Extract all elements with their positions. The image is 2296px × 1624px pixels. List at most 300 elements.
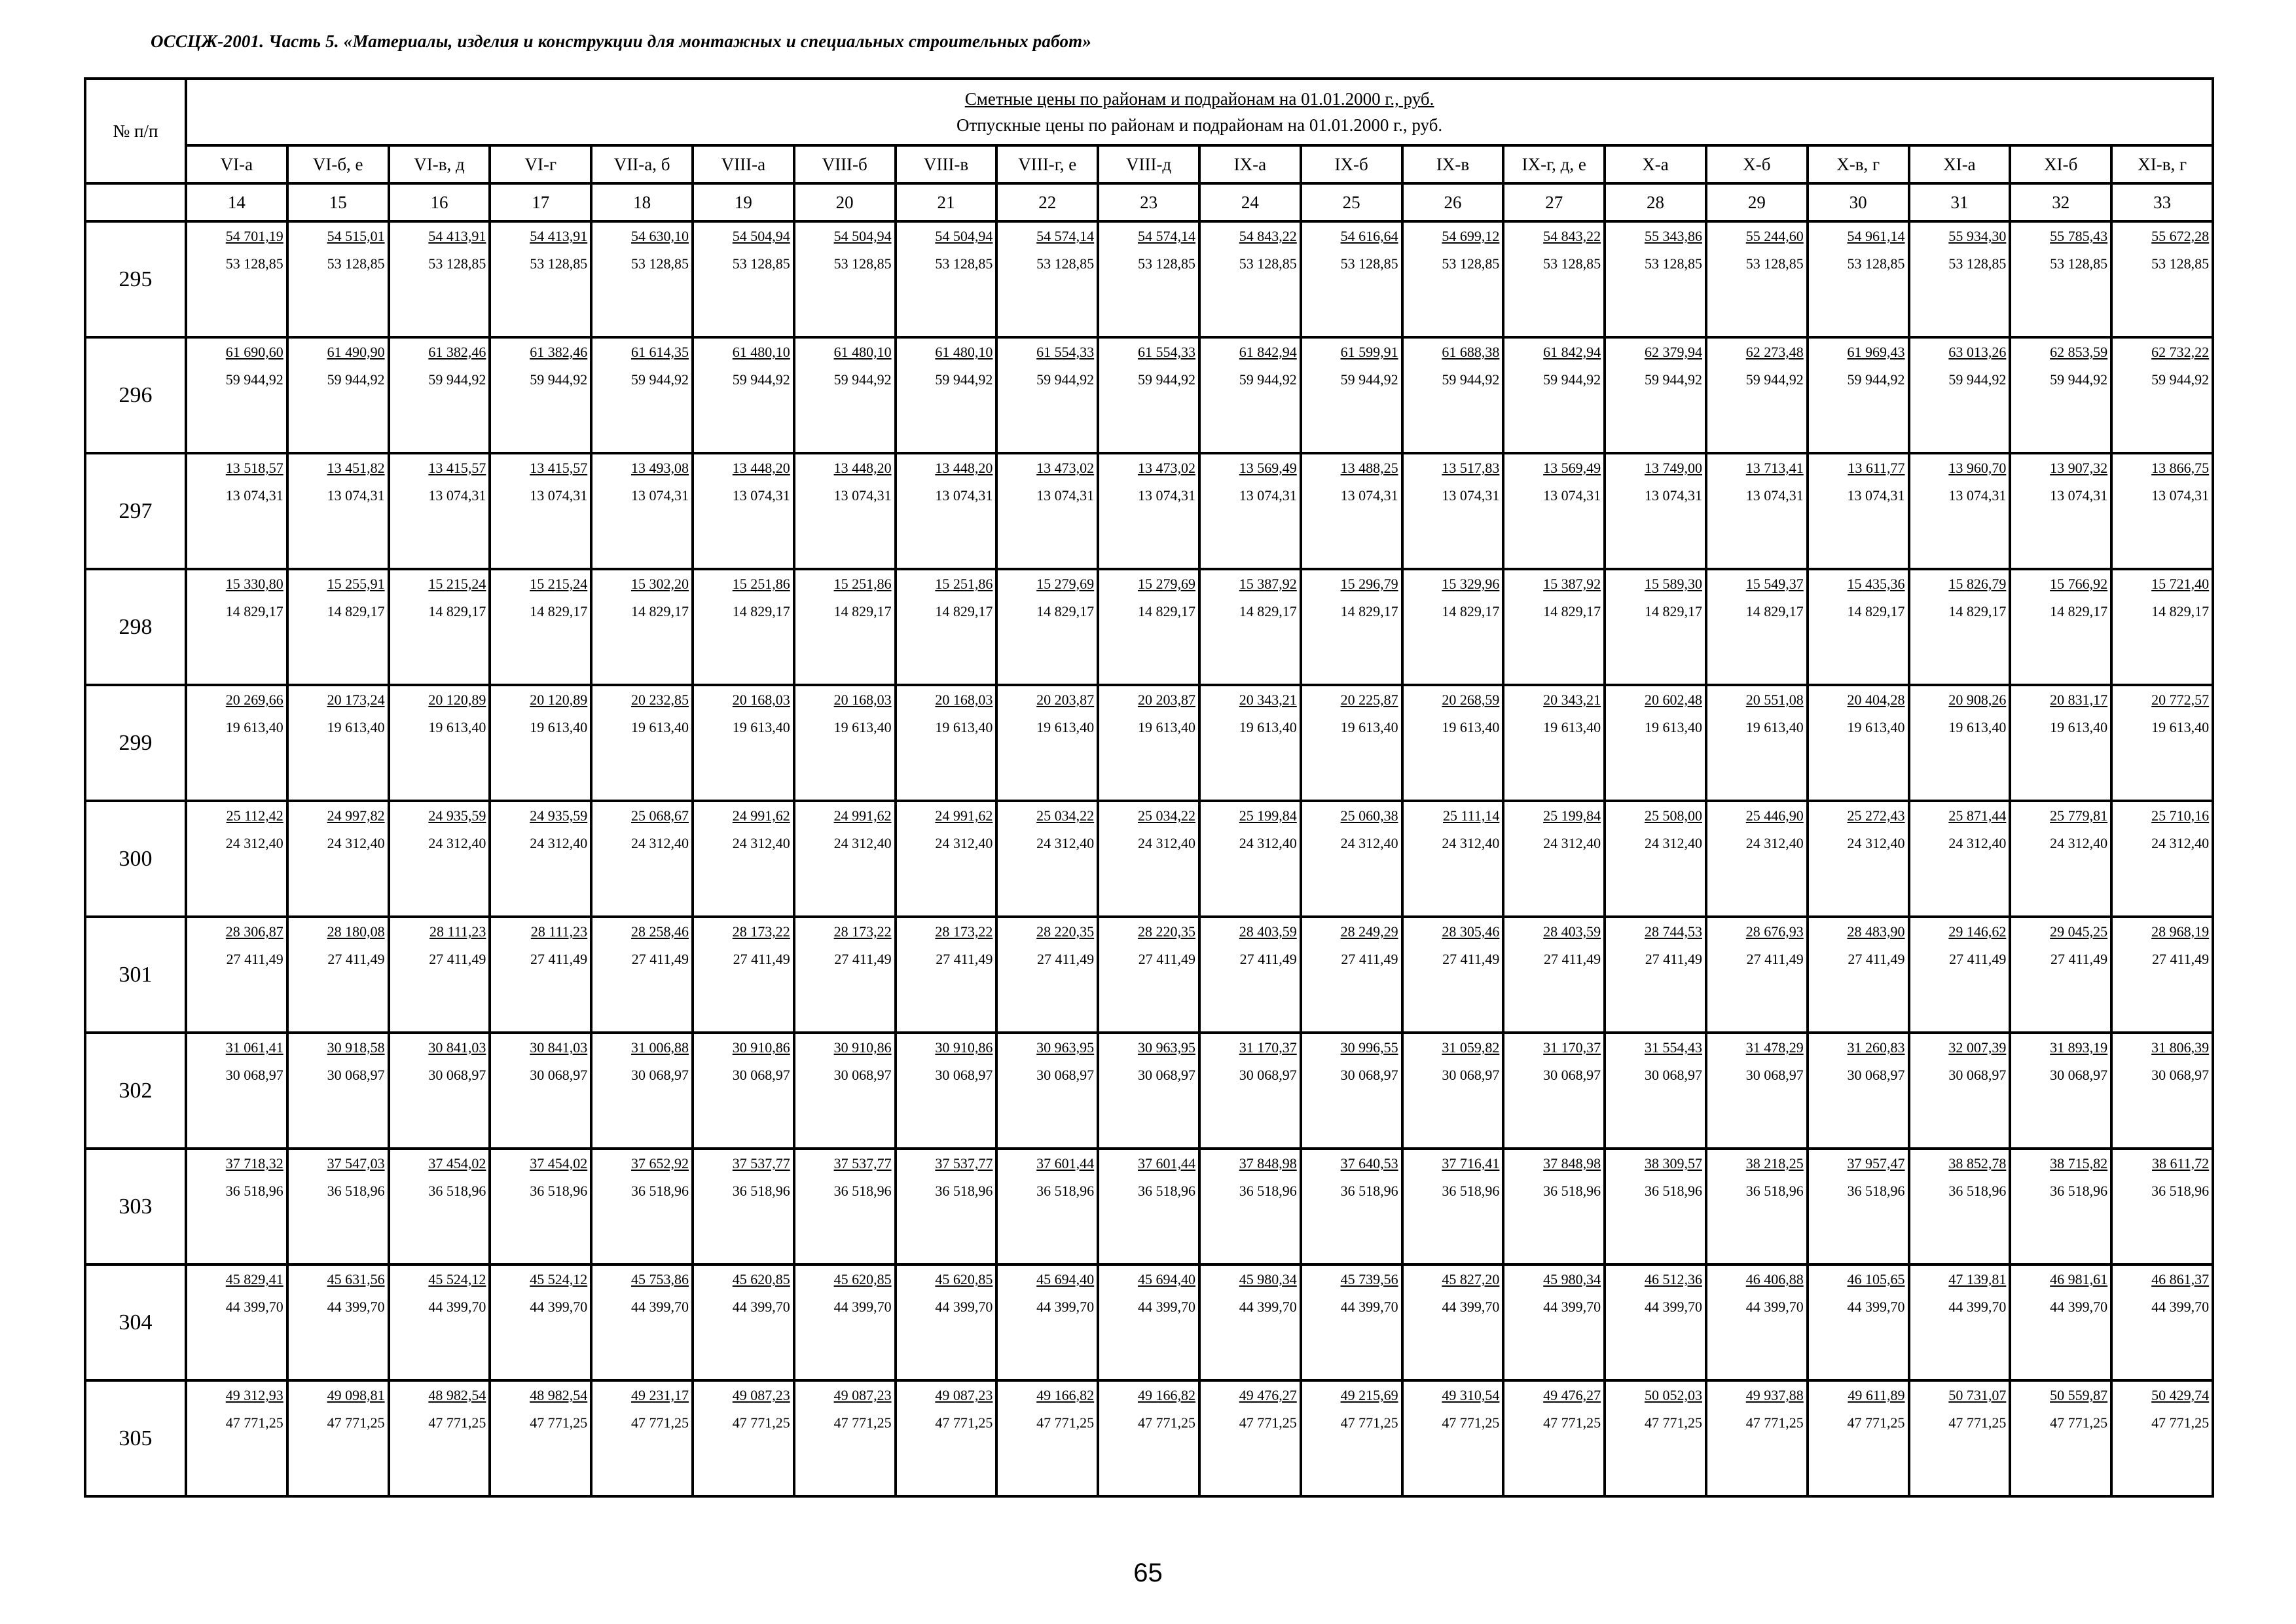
estimate-price: 15 251,86 xyxy=(732,576,790,592)
release-price: 44 399,70 xyxy=(732,1299,790,1315)
release-price: 13 074,31 xyxy=(1340,487,1398,504)
estimate-price: 54 701,19 xyxy=(225,228,283,244)
price-cell xyxy=(186,1380,287,1496)
release-price: 53 128,85 xyxy=(1543,255,1601,272)
price-cell xyxy=(1503,1264,1605,1380)
estimate-price: 61 599,91 xyxy=(1340,344,1398,360)
release-price: 24 312,40 xyxy=(630,835,689,851)
estimate-price: 30 996,55 xyxy=(1340,1039,1398,1056)
release-price: 47 771,25 xyxy=(1745,1414,1804,1431)
price-cell xyxy=(389,1380,490,1496)
region-header-cell: XI-а xyxy=(1909,145,2011,183)
estimate-price: 15 330,80 xyxy=(225,576,283,592)
price-cell xyxy=(1605,1033,1706,1149)
row-number: 296 xyxy=(85,337,186,453)
estimate-price: 15 549,37 xyxy=(1745,576,1804,592)
release-price: 44 399,70 xyxy=(428,1299,486,1315)
region-header-cell: IX-в xyxy=(1402,145,1504,183)
estimate-price: 20 120,89 xyxy=(530,692,588,708)
release-price: 36 518,96 xyxy=(1442,1183,1500,1199)
table-row xyxy=(85,221,2213,337)
estimate-price: 15 589,30 xyxy=(1644,576,1702,592)
title-release-prices: Отпускные цены по районам и подрайонам на 01.01.2000 г., руб. xyxy=(957,115,1443,135)
estimate-price: 28 968,19 xyxy=(2151,923,2210,940)
price-cell xyxy=(490,221,591,337)
release-price: 14 829,17 xyxy=(1036,603,1095,619)
estimate-price: 54 574,14 xyxy=(1137,228,1195,244)
price-cell xyxy=(693,685,794,801)
price-cell xyxy=(1808,685,1909,801)
estimate-price: 28 111,23 xyxy=(530,923,588,940)
price-cell xyxy=(490,917,591,1033)
release-price: 24 312,40 xyxy=(732,835,790,851)
estimate-price: 13 611,77 xyxy=(1848,460,1905,476)
release-price: 47 771,25 xyxy=(732,1414,790,1431)
price-cell xyxy=(1909,801,2011,917)
price-cell xyxy=(2010,801,2111,917)
estimate-price: 45 827,20 xyxy=(1442,1271,1500,1287)
release-price: 36 518,96 xyxy=(833,1183,892,1199)
price-cell xyxy=(693,1149,794,1264)
price-cell xyxy=(996,801,1098,917)
estimate-price: 20 343,21 xyxy=(1239,692,1297,708)
price-cell xyxy=(1402,1264,1504,1380)
release-price: 24 312,40 xyxy=(327,835,385,851)
estimate-price: 15 826,79 xyxy=(1948,576,2007,592)
price-cell xyxy=(186,685,287,801)
estimate-price: 54 574,14 xyxy=(1036,228,1095,244)
table-title xyxy=(186,79,2213,145)
price-cell xyxy=(1098,1380,1199,1496)
release-price: 59 944,92 xyxy=(1036,371,1095,388)
release-price: 19 613,40 xyxy=(1745,719,1804,735)
release-price: 44 399,70 xyxy=(833,1299,892,1315)
price-cell xyxy=(693,221,794,337)
release-price: 13 074,31 xyxy=(1239,487,1297,504)
release-price: 24 312,40 xyxy=(1036,835,1095,851)
release-price: 19 613,40 xyxy=(1847,719,1905,735)
release-price: 30 068,97 xyxy=(935,1067,993,1083)
table-row xyxy=(85,1033,2213,1149)
release-price: 24 312,40 xyxy=(428,835,486,851)
region-header-cell: VI-в, д xyxy=(389,145,490,183)
release-price: 24 312,40 xyxy=(1137,835,1195,851)
price-cell xyxy=(1199,801,1301,917)
estimate-price: 24 935,59 xyxy=(428,807,486,824)
estimate-price: 45 694,40 xyxy=(1036,1271,1095,1287)
release-price: 47 771,25 xyxy=(935,1414,993,1431)
price-cell xyxy=(1301,1264,1402,1380)
estimate-price: 15 302,20 xyxy=(630,576,689,592)
column-number-cell: 25 xyxy=(1301,183,1402,221)
release-price: 30 068,97 xyxy=(630,1067,689,1083)
release-price: 13 074,31 xyxy=(935,487,993,504)
release-price: 30 068,97 xyxy=(2151,1067,2210,1083)
price-cell xyxy=(1605,569,1706,685)
price-cell xyxy=(2010,1149,2111,1264)
colnum-cell-empty xyxy=(85,183,186,221)
price-cell xyxy=(1098,569,1199,685)
price-cell xyxy=(1301,569,1402,685)
release-price: 27 411,49 xyxy=(733,951,790,967)
release-price: 13 074,31 xyxy=(1745,487,1804,504)
estimate-price: 31 170,37 xyxy=(1543,1039,1601,1056)
price-cell xyxy=(1199,1264,1301,1380)
release-price: 30 068,97 xyxy=(1036,1067,1095,1083)
release-price: 53 128,85 xyxy=(732,255,790,272)
estimate-price: 62 273,48 xyxy=(1745,344,1804,360)
price-cell xyxy=(389,569,490,685)
price-cell xyxy=(1706,453,1808,569)
price-cell xyxy=(1098,685,1199,801)
column-number-cell: 19 xyxy=(693,183,794,221)
price-cell xyxy=(996,453,1098,569)
release-price: 13 074,31 xyxy=(1036,487,1095,504)
release-price: 36 518,96 xyxy=(1644,1183,1702,1199)
estimate-price: 49 087,23 xyxy=(935,1387,993,1403)
price-cell xyxy=(996,1033,1098,1149)
release-price: 44 399,70 xyxy=(1543,1299,1601,1315)
price-cell xyxy=(591,1149,693,1264)
release-price: 19 613,40 xyxy=(1644,719,1702,735)
rownum-header: № п/п xyxy=(85,79,186,183)
release-price: 36 518,96 xyxy=(1036,1183,1095,1199)
page-number: 65 xyxy=(1133,1559,1163,1587)
estimate-price: 46 105,65 xyxy=(1847,1271,1905,1287)
price-cell xyxy=(1706,337,1808,453)
price-cell xyxy=(490,569,591,685)
region-header-cell: X-б xyxy=(1706,145,1808,183)
release-price: 53 128,85 xyxy=(225,255,283,272)
price-cell xyxy=(186,337,287,453)
release-price: 47 771,25 xyxy=(2151,1414,2210,1431)
estimate-price: 45 631,56 xyxy=(327,1271,385,1287)
release-price: 19 613,40 xyxy=(1036,719,1095,735)
estimate-price: 25 446,90 xyxy=(1745,807,1804,824)
title-estimate-prices: Сметные цены по районам и подрайонам на 01.01.2000 г., руб. xyxy=(964,89,1434,109)
price-cell xyxy=(1402,917,1504,1033)
estimate-price: 25 199,84 xyxy=(1239,807,1297,824)
price-cell xyxy=(389,801,490,917)
release-price: 27 411,49 xyxy=(1442,951,1500,967)
price-cell xyxy=(1098,917,1199,1033)
estimate-price: 47 139,81 xyxy=(1948,1271,2007,1287)
estimate-price: 62 853,59 xyxy=(2050,344,2108,360)
price-cell xyxy=(1605,337,1706,453)
release-price: 24 312,40 xyxy=(2050,835,2108,851)
price-cell xyxy=(1503,221,1605,337)
release-price: 14 829,17 xyxy=(1239,603,1297,619)
price-cell xyxy=(186,1264,287,1380)
region-header-cell: VIII-б xyxy=(794,145,896,183)
price-cell xyxy=(996,917,1098,1033)
estimate-price: 13 907,32 xyxy=(2050,460,2108,476)
estimate-price: 50 052,03 xyxy=(1644,1387,1702,1403)
estimate-price: 13 448,20 xyxy=(935,460,993,476)
estimate-price: 54 413,91 xyxy=(530,228,588,244)
release-price: 14 829,17 xyxy=(732,603,790,619)
price-cell xyxy=(287,1264,389,1380)
estimate-price: 20 268,59 xyxy=(1442,692,1500,708)
price-cell xyxy=(490,801,591,917)
estimate-price: 37 640,53 xyxy=(1340,1155,1398,1172)
release-price: 59 944,92 xyxy=(428,371,486,388)
row-number: 301 xyxy=(85,917,186,1033)
region-header-cell: VIII-а xyxy=(693,145,794,183)
release-price: 53 128,85 xyxy=(935,255,993,272)
region-header-cell: VIII-г, е xyxy=(996,145,1098,183)
price-cell xyxy=(591,1380,693,1496)
release-price: 30 068,97 xyxy=(1543,1067,1601,1083)
release-price: 59 944,92 xyxy=(225,371,283,388)
release-price: 53 128,85 xyxy=(1036,255,1095,272)
release-price: 59 944,92 xyxy=(630,371,689,388)
release-price: 53 128,85 xyxy=(1137,255,1195,272)
row-number: 298 xyxy=(85,569,186,685)
release-price: 59 944,92 xyxy=(935,371,993,388)
price-cell xyxy=(1402,685,1504,801)
release-price: 44 399,70 xyxy=(1644,1299,1702,1315)
price-cell xyxy=(2111,917,2213,1033)
estimate-price: 61 480,10 xyxy=(833,344,892,360)
estimate-price: 32 007,39 xyxy=(1948,1039,2007,1056)
estimate-price: 55 672,28 xyxy=(2151,228,2210,244)
price-cell xyxy=(1808,337,1909,453)
row-number: 295 xyxy=(85,221,186,337)
price-cell xyxy=(186,917,287,1033)
estimate-price: 15 435,36 xyxy=(1847,576,1905,592)
estimate-price: 45 524,12 xyxy=(428,1271,486,1287)
price-cell xyxy=(1909,569,2011,685)
estimate-price: 61 688,38 xyxy=(1442,344,1500,360)
release-price: 27 411,49 xyxy=(1138,951,1195,967)
price-cell xyxy=(996,1380,1098,1496)
estimate-price: 61 490,90 xyxy=(327,344,385,360)
price-cell xyxy=(1098,453,1199,569)
release-price: 14 829,17 xyxy=(1442,603,1500,619)
release-price: 13 074,31 xyxy=(732,487,790,504)
price-cell xyxy=(2010,1033,2111,1149)
release-price: 13 074,31 xyxy=(1847,487,1905,504)
release-price: 30 068,97 xyxy=(2050,1067,2108,1083)
release-price: 36 518,96 xyxy=(2151,1183,2210,1199)
price-cell xyxy=(1199,1380,1301,1496)
price-cell xyxy=(490,1033,591,1149)
release-price: 19 613,40 xyxy=(2151,719,2210,735)
release-price: 27 411,49 xyxy=(327,951,385,967)
price-cell xyxy=(186,1033,287,1149)
region-header-cell: X-в, г xyxy=(1808,145,1909,183)
release-price: 30 068,97 xyxy=(1239,1067,1297,1083)
estimate-price: 45 980,34 xyxy=(1543,1271,1601,1287)
price-cell xyxy=(389,1033,490,1149)
estimate-price: 24 997,82 xyxy=(327,807,385,824)
column-number-cell: 21 xyxy=(896,183,997,221)
estimate-price: 54 699,12 xyxy=(1442,228,1500,244)
price-cell xyxy=(1808,221,1909,337)
table-row xyxy=(85,337,2213,453)
release-price: 59 944,92 xyxy=(1340,371,1398,388)
price-cell xyxy=(1909,1264,2011,1380)
price-cell xyxy=(1503,569,1605,685)
release-price: 19 613,40 xyxy=(1543,719,1601,735)
region-header-cell: VIII-д xyxy=(1098,145,1199,183)
price-cell xyxy=(996,685,1098,801)
estimate-price: 45 620,85 xyxy=(935,1271,993,1287)
estimate-price: 37 718,32 xyxy=(225,1155,283,1172)
release-price: 14 829,17 xyxy=(1340,603,1398,619)
release-price: 24 312,40 xyxy=(1948,835,2007,851)
estimate-price: 15 387,92 xyxy=(1239,576,1297,592)
column-number-cell: 32 xyxy=(2010,183,2111,221)
release-price: 14 829,17 xyxy=(1644,603,1702,619)
price-cell xyxy=(1301,685,1402,801)
release-price: 19 613,40 xyxy=(1340,719,1398,735)
price-cell xyxy=(1199,453,1301,569)
price-cell xyxy=(1503,453,1605,569)
price-cell xyxy=(186,569,287,685)
estimate-price: 46 406,88 xyxy=(1745,1271,1804,1287)
release-price: 19 613,40 xyxy=(1239,719,1297,735)
price-cell xyxy=(996,221,1098,337)
estimate-price: 24 991,62 xyxy=(935,807,993,824)
price-cell xyxy=(1605,1264,1706,1380)
release-price: 19 613,40 xyxy=(2050,719,2108,735)
price-cell xyxy=(1301,453,1402,569)
price-cell xyxy=(896,801,997,917)
price-cell xyxy=(1098,1149,1199,1264)
estimate-price: 37 454,02 xyxy=(428,1155,486,1172)
price-cell xyxy=(389,685,490,801)
estimate-price: 54 843,22 xyxy=(1239,228,1297,244)
price-cell xyxy=(2010,221,2111,337)
release-price: 59 944,92 xyxy=(732,371,790,388)
estimate-price: 37 601,44 xyxy=(1036,1155,1095,1172)
release-price: 47 771,25 xyxy=(530,1414,588,1431)
price-cell xyxy=(2111,801,2213,917)
estimate-price: 20 772,57 xyxy=(2151,692,2210,708)
price-cell xyxy=(1199,221,1301,337)
release-price: 14 829,17 xyxy=(2151,603,2210,619)
estimate-price: 61 554,33 xyxy=(1036,344,1095,360)
column-number-cell: 26 xyxy=(1402,183,1504,221)
price-cell xyxy=(591,569,693,685)
price-cell xyxy=(2111,1033,2213,1149)
price-cell xyxy=(490,1149,591,1264)
price-cell xyxy=(996,337,1098,453)
price-cell xyxy=(1503,337,1605,453)
price-cell xyxy=(2010,337,2111,453)
estimate-price: 61 842,94 xyxy=(1239,344,1297,360)
price-cell xyxy=(1199,917,1301,1033)
price-cell xyxy=(794,337,896,453)
estimate-price: 13 493,08 xyxy=(630,460,689,476)
release-price: 30 068,97 xyxy=(732,1067,790,1083)
estimate-price: 49 166,82 xyxy=(1137,1387,1195,1403)
price-cell xyxy=(693,1380,794,1496)
release-price: 19 613,40 xyxy=(1442,719,1500,735)
release-price: 19 613,40 xyxy=(732,719,790,735)
price-cell xyxy=(1098,1264,1199,1380)
region-header-cell: IX-г, д, е xyxy=(1503,145,1605,183)
price-cell xyxy=(287,569,389,685)
release-price: 47 771,25 xyxy=(1543,1414,1601,1431)
price-cell xyxy=(1605,685,1706,801)
release-price: 44 399,70 xyxy=(1036,1299,1095,1315)
column-number-cell: 20 xyxy=(794,183,896,221)
release-price: 59 944,92 xyxy=(1543,371,1601,388)
price-cell xyxy=(490,685,591,801)
estimate-price: 25 060,38 xyxy=(1340,807,1398,824)
column-number-row xyxy=(85,183,2213,221)
release-price: 36 518,96 xyxy=(1543,1183,1601,1199)
estimate-price: 61 480,10 xyxy=(935,344,993,360)
release-price: 36 518,96 xyxy=(1340,1183,1398,1199)
release-price: 44 399,70 xyxy=(225,1299,283,1315)
row-number: 305 xyxy=(85,1380,186,1496)
release-price: 44 399,70 xyxy=(2151,1299,2210,1315)
release-price: 30 068,97 xyxy=(327,1067,385,1083)
release-price: 47 771,25 xyxy=(1036,1414,1095,1431)
estimate-price: 49 098,81 xyxy=(327,1387,385,1403)
row-number: 299 xyxy=(85,685,186,801)
release-price: 44 399,70 xyxy=(530,1299,588,1315)
release-price: 13 074,31 xyxy=(1644,487,1702,504)
price-cell xyxy=(1909,337,2011,453)
release-price: 30 068,97 xyxy=(530,1067,588,1083)
release-price: 13 074,31 xyxy=(630,487,689,504)
price-cell xyxy=(1402,1033,1504,1149)
price-cell xyxy=(1808,801,1909,917)
estimate-price: 38 611,72 xyxy=(2151,1155,2210,1172)
estimate-price: 28 258,46 xyxy=(630,923,689,940)
release-price: 24 312,40 xyxy=(1442,835,1500,851)
price-cell xyxy=(2010,917,2111,1033)
price-cell xyxy=(794,453,896,569)
estimate-price: 61 690,60 xyxy=(225,344,283,360)
release-price: 19 613,40 xyxy=(1137,719,1195,735)
price-cell xyxy=(389,1149,490,1264)
price-cell xyxy=(896,1264,997,1380)
estimate-price: 20 168,03 xyxy=(833,692,892,708)
release-price: 27 411,49 xyxy=(2151,951,2210,967)
estimate-price: 20 269,66 xyxy=(225,692,283,708)
estimate-price: 25 068,67 xyxy=(630,807,689,824)
estimate-price: 61 382,46 xyxy=(428,344,486,360)
release-price: 27 411,49 xyxy=(936,951,993,967)
release-price: 53 128,85 xyxy=(630,255,689,272)
release-price: 24 312,40 xyxy=(1543,835,1601,851)
release-price: 36 518,96 xyxy=(1745,1183,1804,1199)
estimate-price: 30 841,03 xyxy=(428,1039,486,1056)
release-price: 13 074,31 xyxy=(833,487,892,504)
region-header-cell: IX-б xyxy=(1301,145,1402,183)
price-cell xyxy=(287,1033,389,1149)
price-cell xyxy=(1199,1033,1301,1149)
estimate-price: 20 168,03 xyxy=(935,692,993,708)
estimate-price: 45 739,56 xyxy=(1340,1271,1398,1287)
release-price: 24 312,40 xyxy=(1745,835,1804,851)
estimate-price: 50 731,07 xyxy=(1948,1387,2007,1403)
price-cell xyxy=(1199,569,1301,685)
release-price: 47 771,25 xyxy=(225,1414,283,1431)
price-cell xyxy=(896,917,997,1033)
release-price: 27 411,49 xyxy=(1645,951,1702,967)
estimate-price: 38 852,78 xyxy=(1948,1155,2007,1172)
release-price: 59 944,92 xyxy=(833,371,892,388)
release-price: 19 613,40 xyxy=(428,719,486,735)
estimate-price: 45 620,85 xyxy=(732,1271,790,1287)
